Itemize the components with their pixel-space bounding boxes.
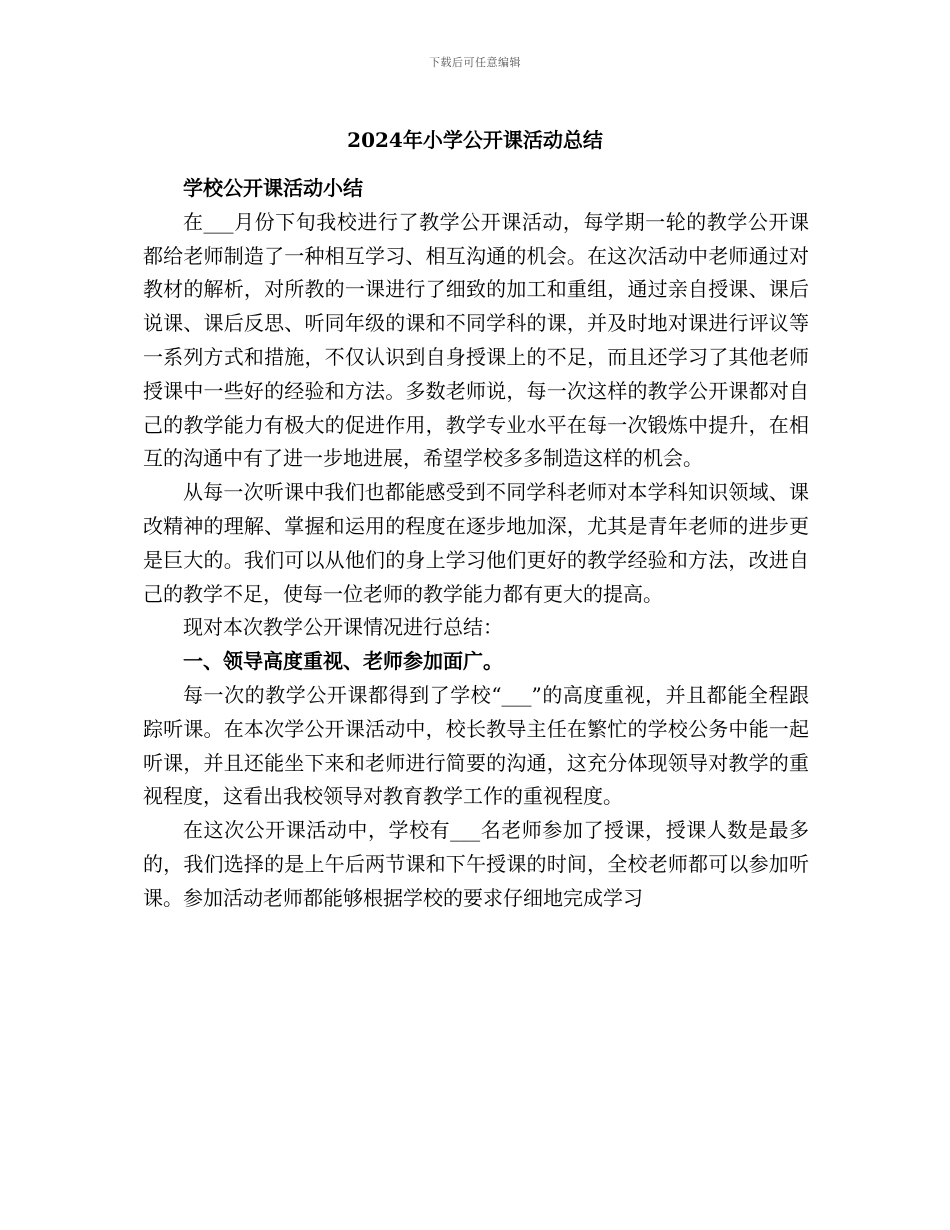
section-heading-summary: 学校公开课活动小结 bbox=[183, 176, 363, 200]
document-body bbox=[143, 172, 809, 916]
body-paragraph: 从每一次听课中我们也都能感受到不同学科老师对本学科知识领域、课改精神的理解、掌握和运用的程度在逐步地加深，尤其是青年老师的进步更是巨大的。我们可以从他们的身上学习他们更好的教学经验和方法，改进自己的教学不足，使每一位老师的教学能力都有更大的提高。 bbox=[143, 480, 809, 606]
page-header-note: 下载后可任意编辑 bbox=[429, 56, 521, 69]
body-paragraph: 每一次的教学公开课都得到了学校“___”的高度重视，并且都能全程跟踪听课。在本次学公开课活动中，校长教导主任在繁忙的学校公务中能一起听课，并且还能坐下来和老师进行简要的沟通，这充分体现领导对教学的重视程度，这看出我校领导对教育教学工作的重视程度。 bbox=[143, 682, 809, 809]
body-paragraph: 现对本次教学公开课情况进行总结： bbox=[183, 615, 503, 640]
body-paragraph: 在这次公开课活动中，学校有___名老师参加了授课，授课人数是最多的，我们选择的是上午后两节课和下午授课的时间，全校老师都可以参加听课。参加活动老师都能够根据学校的要求仔细地完成学习 bbox=[143, 818, 809, 910]
section-heading-leadership: 一、领导高度重视、老师参加面广。 bbox=[183, 649, 503, 674]
body-paragraph: 在___月份下旬我校进行了教学公开课活动，每学期一轮的教学公开课都给老师制造了一种相互学习、相互沟通的机会。在这次活动中老师通过对教材的解析，对所教的一课进行了细致的加工和重组，通过亲自授课、课后说课、课后反思、听同年级的课和不同学科的课，并及时地对课进行评议等一系列方式和措施，不仅认识到自身授课上的不足，而且还学习了其他老师授课中一些好的经验和方法。多数老师说，每一次这样的教学公开课都对自己的教学能力有极大的促进作用，教学专业水平在每一次锻炼中提升，在相互的沟通中有了进一步地进展，希望学校多多制造这样的机会。 bbox=[143, 209, 809, 471]
document-title: 2024年小学公开课活动总结 bbox=[347, 128, 603, 152]
